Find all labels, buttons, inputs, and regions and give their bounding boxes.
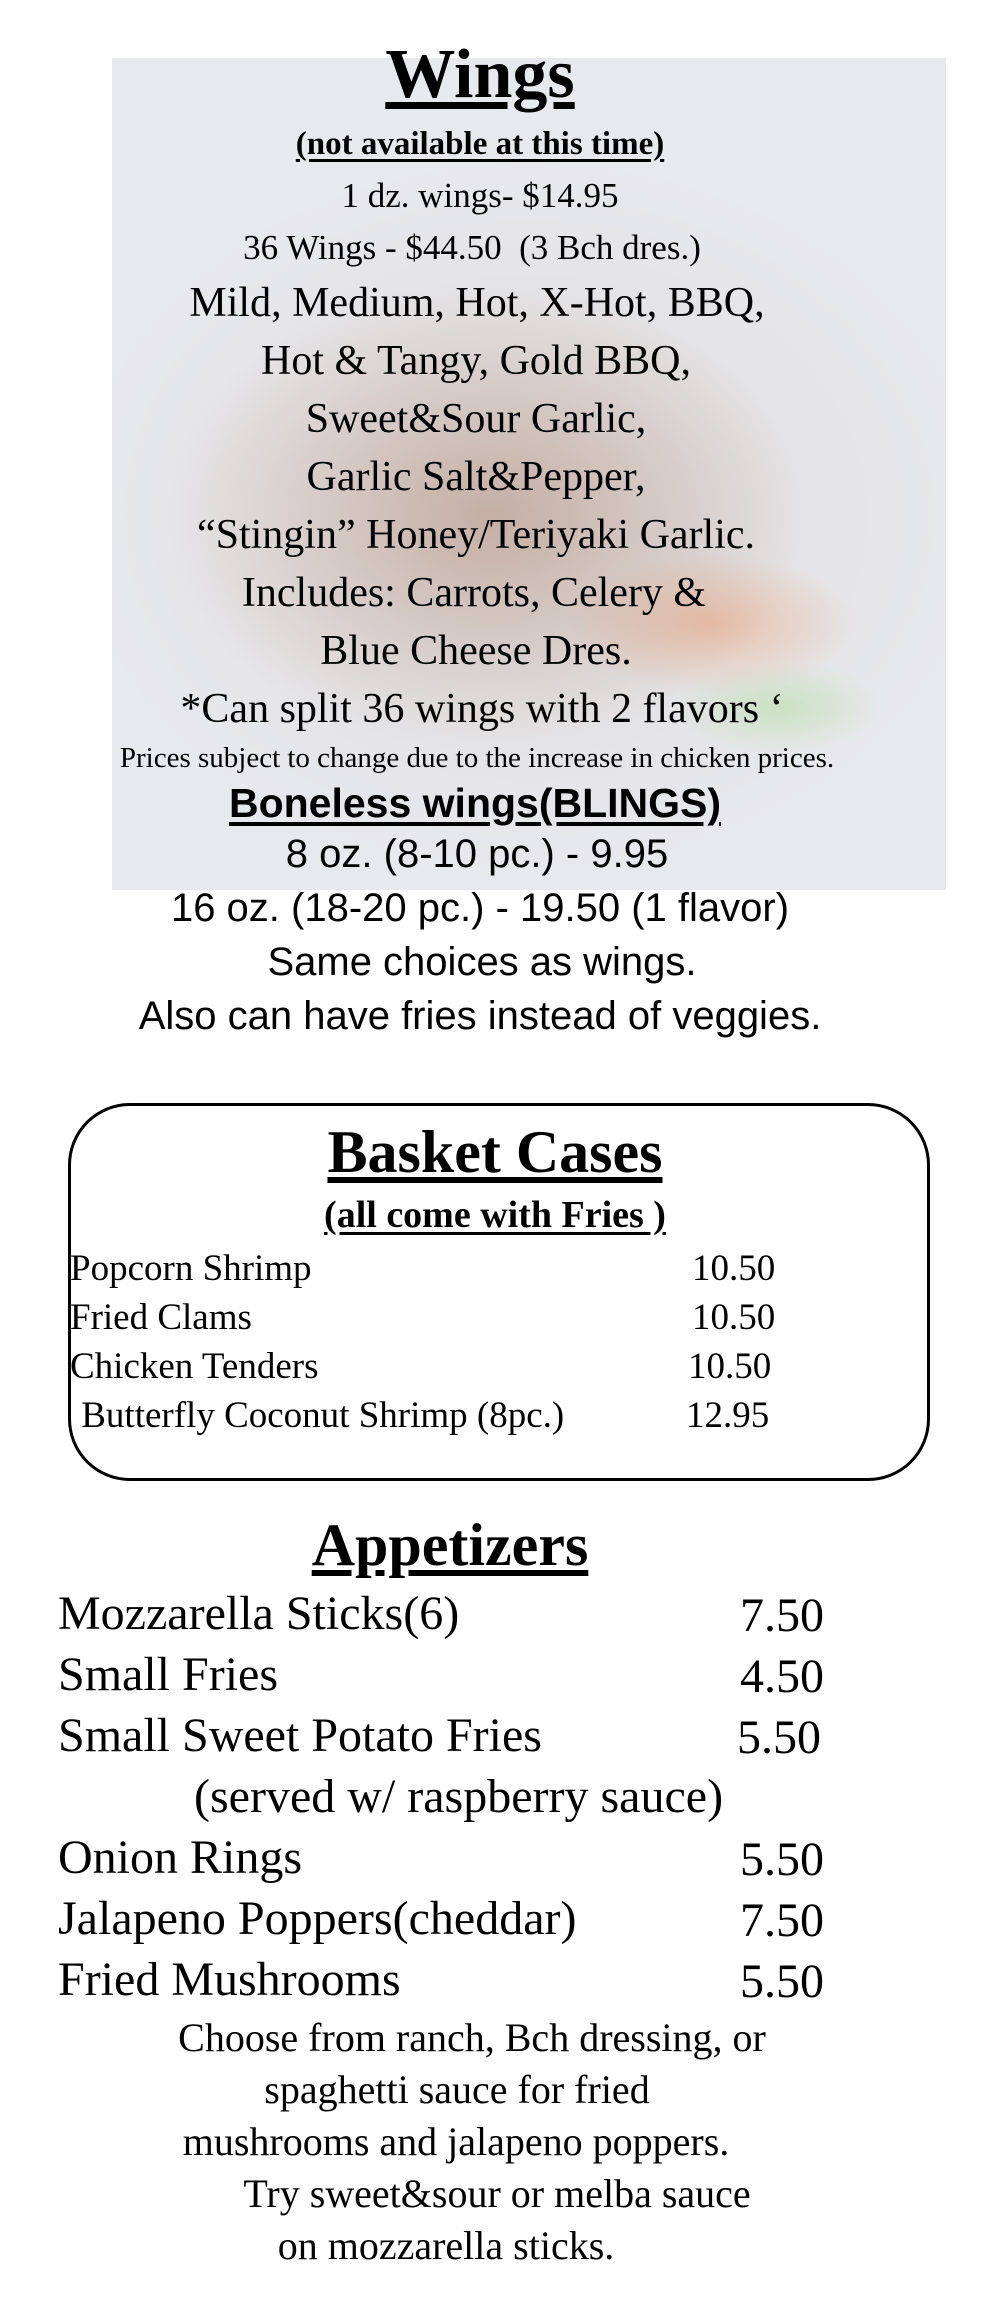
basket-item-name: Butterfly Coconut Shrimp (8pc.) (72, 1395, 565, 1436)
appetizer-item-name: Onion Rings (58, 1831, 303, 1884)
wings-price-dozen: 1 dz. wings- $14.95 (341, 176, 619, 215)
appetizer-item-name: Small Sweet Potato Fries (58, 1709, 542, 1762)
boneless-note: Same choices as wings. (267, 940, 697, 984)
basket-item-price: 10.50 (688, 1346, 772, 1387)
appetizer-item-name: Mozzarella Sticks(6) (58, 1587, 460, 1640)
wings-includes-line: Blue Cheese Dres. (320, 628, 632, 674)
appetizer-sauce-note: mushrooms and jalapeno poppers. (182, 2119, 730, 2164)
wings-flavors-line: Mild, Medium, Hot, X-Hot, BBQ, (189, 280, 765, 326)
wings-includes-line: Includes: Carrots, Celery & (241, 570, 707, 616)
wings-flavors-line: “Stingin” Honey/Teriyaki Garlic. (196, 512, 756, 558)
basket-cases-subtitle: (all come with Fries ) (324, 1194, 666, 1236)
basket-item-name: Chicken Tenders (70, 1346, 319, 1387)
appetizer-sauce-note: spaghetti sauce for fried (264, 2067, 650, 2112)
appetizer-item-name: Fried Mushrooms (58, 1953, 401, 2006)
appetizer-item-price: 7.50 (740, 1589, 824, 1642)
boneless-price-8oz: 8 oz. (8-10 pc.) - 9.95 (285, 832, 669, 876)
boneless-note: Also can have fries instead of veggies. (138, 994, 822, 1038)
basket-item-price: 10.50 (692, 1297, 776, 1338)
wings-flavors-line: Sweet&Sour Garlic, (305, 396, 647, 442)
boneless-title: Boneless wings(BLINGS) (228, 780, 722, 826)
appetizers-title: Appetizers (311, 1512, 589, 1578)
appetizer-item-name: Small Fries (58, 1648, 279, 1701)
wings-flavors-line: Garlic Salt&Pepper, (306, 454, 646, 500)
appetizer-item-price: 5.50 (740, 1833, 824, 1886)
sweet-potato-sauce-note: (served w/ raspberry sauce) (194, 1770, 724, 1823)
wings-price-note: Prices subject to change due to the increase in chicken prices. (119, 742, 835, 774)
wings-split-note: *Can split 36 wings with 2 flavors ‘ (180, 686, 784, 732)
appetizer-item-price: 5.50 (737, 1711, 821, 1764)
appetizer-item-price: 7.50 (740, 1894, 824, 1947)
basket-cases-title: Basket Cases (327, 1119, 663, 1185)
appetizer-sauce-note: Try sweet&sour or melba sauce (243, 2171, 751, 2216)
appetizer-sauce-note: Choose from ranch, Bch dressing, or (178, 2015, 766, 2060)
wings-flavors-line: Hot & Tangy, Gold BBQ, (261, 338, 691, 384)
basket-item-price: 10.50 (692, 1248, 776, 1289)
appetizer-sauce-note: on mozzarella sticks. (277, 2223, 615, 2268)
wings-price-36: 36 Wings - $44.50 (3 Bch dres.) (243, 228, 701, 267)
wings-availability: (not available at this time) (295, 126, 665, 162)
basket-item-name: Popcorn Shrimp (70, 1248, 312, 1289)
appetizer-item-price: 4.50 (740, 1650, 824, 1703)
boneless-price-16oz: 16 oz. (18-20 pc.) - 19.50 (1 flavor) (170, 886, 790, 930)
appetizer-item-name: Jalapeno Poppers(cheddar) (58, 1892, 577, 1945)
wings-title: Wings (385, 36, 575, 113)
appetizer-item-price: 5.50 (740, 1955, 824, 2008)
basket-item-price: 12.95 (686, 1395, 770, 1436)
basket-item-name: Fried Clams (70, 1297, 252, 1338)
